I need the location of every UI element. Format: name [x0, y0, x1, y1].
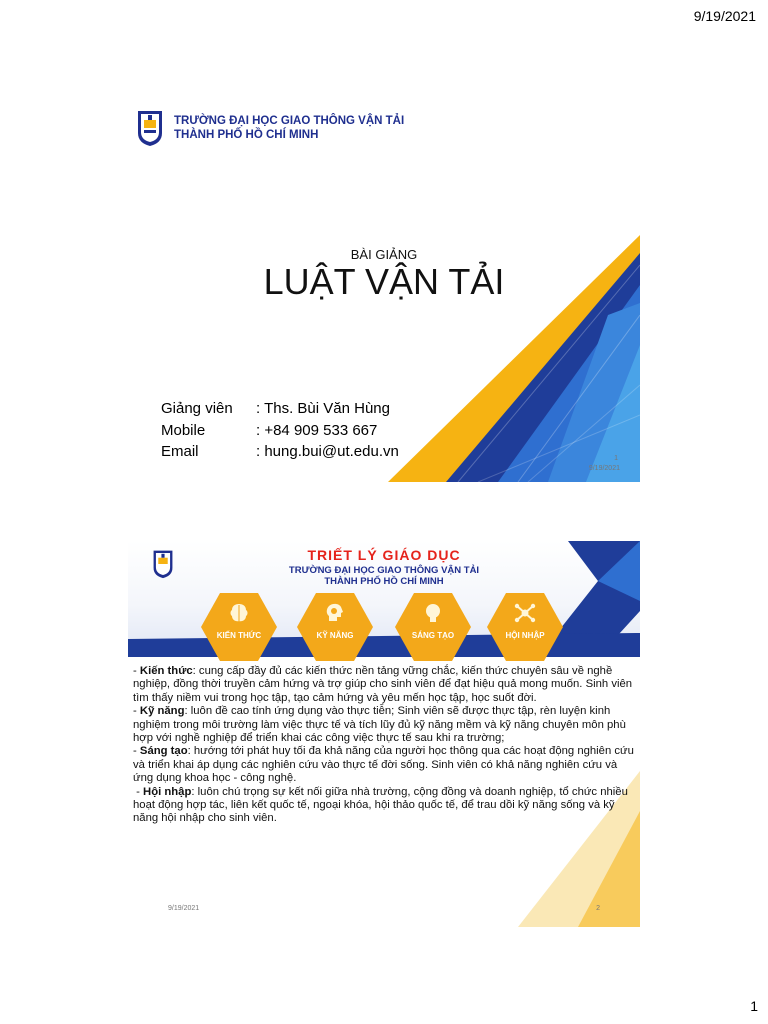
slide-number: 1: [614, 455, 618, 462]
info-value: : hung.bui@ut.edu.vn: [256, 443, 399, 460]
banner-line1: TRƯỜNG ĐẠI HỌC GIAO THÔNG VẬN TẢI: [288, 565, 480, 576]
info-label: Email: [161, 443, 199, 460]
paragraph-term: Sáng tạo: [139, 745, 188, 758]
university-name: [174, 114, 404, 142]
banner-title: TRIẾT LÝ GIÁO DỤC: [307, 547, 461, 563]
info-row-lecturer: [161, 398, 399, 420]
bullet-prefix: -: [133, 705, 140, 718]
slide-1: [128, 85, 640, 482]
banner-line2: THÀNH PHỐ HỒ CHÍ MINH: [324, 576, 444, 587]
info-row-mobile: [161, 420, 399, 442]
bullet-prefix: -: [133, 745, 140, 758]
university-logo-icon: [136, 109, 164, 147]
paragraph-term: Kỹ năng: [139, 705, 185, 718]
bullet-prefix: -: [133, 665, 140, 677]
university-name-line1: TRƯỜNG ĐẠI HỌC GIAO THÔNG VẬN TẢI: [174, 115, 405, 127]
paragraph-term: Kiến thức: [139, 665, 193, 677]
pillar-hoi-nhap: [486, 591, 564, 663]
slide-footer-date: 9/19/2021: [588, 465, 620, 472]
lecturer-info: [161, 398, 399, 463]
philosophy-description: [133, 665, 638, 826]
paragraph-term: Hội nhập: [143, 785, 192, 798]
brain-icon: [227, 601, 251, 625]
paragraph-sang-tao: [133, 745, 638, 785]
pillar-kien-thuc: [200, 591, 278, 663]
paragraph-text: : cung cấp đầy đủ các kiến thức nền tảng vững chắc, kiến thức chuyên sâu về nghề nghiệp, đồng thời truyền cảm hứng và trợ giúp cho sinh viên để đạt hiệu quả mong muốn. Sinh viên tìm thấy niềm vui trong học tập, tạo cảm hứng và yêu mến học tập, học suốt đời.: [133, 665, 633, 704]
paragraph-text: : luôn đề cao tính ứng dụng vào thực tiễn; Sinh viên sẽ được thực tập, rèn luyện kinh nghiệm trong môi trường làm việc thực tế và tích lũy đủ kỹ năng mềm và kỹ năng chuyên môn phù hợp với nghề nghiệp để triển khai các công việc thực tế sau khi ra trường;: [133, 705, 626, 745]
slide-footer-date: 9/19/2021: [168, 905, 200, 912]
education-philosophy-banner: [128, 541, 640, 657]
page-number: 1: [750, 998, 758, 1014]
pillar-label: SÁNG TẠO: [411, 631, 455, 640]
pillar-label: KIẾN THỨC: [216, 631, 262, 640]
slide-number: 2: [596, 905, 600, 912]
pillar-label: KỸ NĂNG: [316, 631, 354, 640]
paragraph-hoi-nhap: [133, 786, 638, 826]
info-value: : +84 909 533 667: [256, 421, 378, 439]
pillar-sang-tao: [394, 591, 472, 663]
info-label: Giảng viên: [161, 400, 233, 417]
lecture-label: BÀI GIẢNG: [350, 247, 418, 262]
lecture-title: LUẬT VẬN TẢI: [263, 261, 505, 302]
paragraph-ky-nang: [133, 705, 638, 745]
page-date: 9/19/2021: [693, 8, 756, 24]
pillar-ky-nang: [296, 591, 374, 663]
pillar-label: HỘI NHẬP: [505, 631, 545, 640]
banner-university-name: [128, 565, 640, 587]
info-label: Mobile: [161, 421, 206, 439]
university-header: [136, 109, 404, 147]
info-value: : Ths. Bùi Văn Hùng: [256, 400, 390, 417]
info-row-email: [161, 441, 399, 463]
paragraph-text: : luôn chú trọng sự kết nối giữa nhà trường, cộng đồng và doanh nghiệp, tổ chức nhiều hoạt động hợp tác, liên kết quốc tế, ngoại khóa, hội thảo quốc tế, để trau dồi kỹ năng sống và kỹ năng hội nhập cho sinh viên.: [133, 785, 628, 825]
slide-2: [128, 541, 640, 927]
head-gears-icon: [323, 601, 347, 625]
paragraph-text: : hướng tới phát huy tối đa khả năng của người học thông qua các hoạt động nghiên cứu và triển khai áp dụng các nghiên cứu vào thực tế đời sống. Sinh viên có khả năng nghiên cứu và ứng dụng khoa học - công nghệ.: [133, 745, 634, 785]
network-icon: [513, 601, 537, 625]
bullet-prefix: -: [133, 785, 144, 798]
paragraph-kien-thuc: [133, 665, 638, 705]
university-name-line2: THÀNH PHỐ HỒ CHÍ MINH: [174, 129, 319, 141]
lightbulb-icon: [421, 601, 445, 625]
